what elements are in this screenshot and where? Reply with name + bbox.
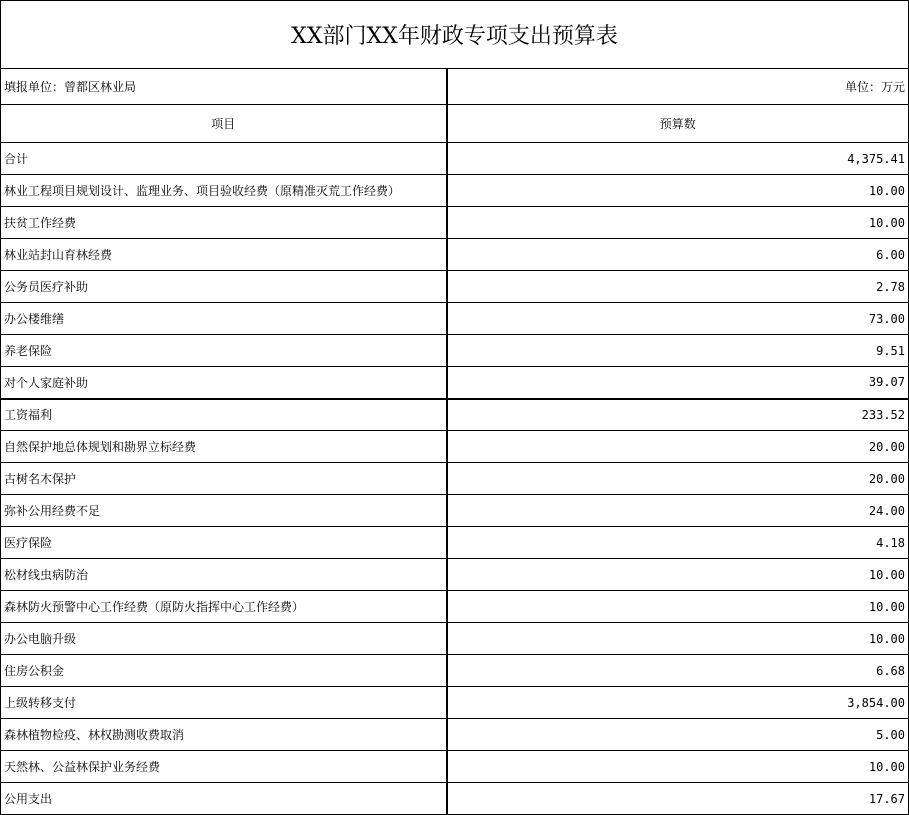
row-amount-cell: 10.00 <box>447 751 909 783</box>
table-row <box>1 271 909 303</box>
table-row <box>1 143 909 175</box>
row-amount-cell: 3,854.00 <box>447 687 909 719</box>
reporting-unit: 填报单位：曾都区林业局 <box>1 69 447 105</box>
table-row <box>1 559 909 591</box>
row-amount-cell: 2.78 <box>447 271 909 303</box>
table-row <box>1 719 909 751</box>
column-header-amount: 预算数 <box>447 105 909 143</box>
table-row <box>1 655 909 687</box>
table-row <box>1 751 909 783</box>
row-item-cell: 医疗保险 <box>1 527 447 559</box>
row-item-cell: 合计 <box>1 143 447 175</box>
table-row <box>1 463 909 495</box>
table-row <box>1 399 909 431</box>
row-item-cell: 天然林、公益林保护业务经费 <box>1 751 447 783</box>
row-amount-cell: 5.00 <box>447 719 909 751</box>
table-row <box>1 367 909 399</box>
column-header-item: 项目 <box>1 105 447 143</box>
row-amount-cell: 10.00 <box>447 559 909 591</box>
row-amount-cell: 6.68 <box>447 655 909 687</box>
row-amount-cell: 10.00 <box>447 207 909 239</box>
row-amount-cell: 20.00 <box>447 431 909 463</box>
table-row <box>1 303 909 335</box>
row-item-cell: 扶贫工作经费 <box>1 207 447 239</box>
header-row <box>1 105 909 143</box>
table-row <box>1 335 909 367</box>
table-row <box>1 591 909 623</box>
row-item-cell: 公务员医疗补助 <box>1 271 447 303</box>
row-amount-cell: 73.00 <box>447 303 909 335</box>
table-row <box>1 207 909 239</box>
row-amount-cell: 6.00 <box>447 239 909 271</box>
row-item-cell: 办公电脑升级 <box>1 623 447 655</box>
row-amount-cell: 10.00 <box>447 591 909 623</box>
row-amount-cell: 10.00 <box>447 175 909 207</box>
unit-label: 单位：万元 <box>447 69 909 105</box>
row-item-cell: 公用支出 <box>1 783 447 815</box>
table-row <box>1 239 909 271</box>
row-amount-cell: 9.51 <box>447 335 909 367</box>
row-item-cell: 办公楼维缮 <box>1 303 447 335</box>
row-item-cell: 林业站封山育林经费 <box>1 239 447 271</box>
table-row <box>1 623 909 655</box>
row-item-cell: 森林防火预警中心工作经费（原防火指挥中心工作经费） <box>1 591 447 623</box>
row-amount-cell: 24.00 <box>447 495 909 527</box>
row-amount-cell: 10.00 <box>447 623 909 655</box>
row-item-cell: 对个人家庭补助 <box>1 367 447 399</box>
row-amount-cell: 233.52 <box>447 399 909 431</box>
table-row <box>1 527 909 559</box>
row-amount-cell: 17.67 <box>447 783 909 815</box>
row-amount-cell: 4.18 <box>447 527 909 559</box>
meta-row <box>1 69 909 105</box>
table-row <box>1 687 909 719</box>
table-row <box>1 783 909 815</box>
table-row <box>1 175 909 207</box>
title-row <box>1 1 909 69</box>
row-item-cell: 弥补公用经费不足 <box>1 495 447 527</box>
row-item-cell: 工资福利 <box>1 399 447 431</box>
row-amount-cell: 20.00 <box>447 463 909 495</box>
row-item-cell: 自然保护地总体规划和勘界立标经费 <box>1 431 447 463</box>
row-item-cell: 养老保险 <box>1 335 447 367</box>
row-amount-cell: 4,375.41 <box>447 143 909 175</box>
page-title: XX部门XX年财政专项支出预算表 <box>1 1 909 69</box>
row-item-cell: 古树名木保护 <box>1 463 447 495</box>
row-item-cell: 上级转移支付 <box>1 687 447 719</box>
row-item-cell: 林业工程项目规划设计、监理业务、项目验收经费（原精准灭荒工作经费） <box>1 175 447 207</box>
row-item-cell: 住房公积金 <box>1 655 447 687</box>
row-item-cell: 松材线虫病防治 <box>1 559 447 591</box>
row-item-cell: 森林植物检疫、林权勘测收费取消 <box>1 719 447 751</box>
table-row <box>1 431 909 463</box>
row-amount-cell: 39.07 <box>447 367 909 399</box>
table-row <box>1 495 909 527</box>
